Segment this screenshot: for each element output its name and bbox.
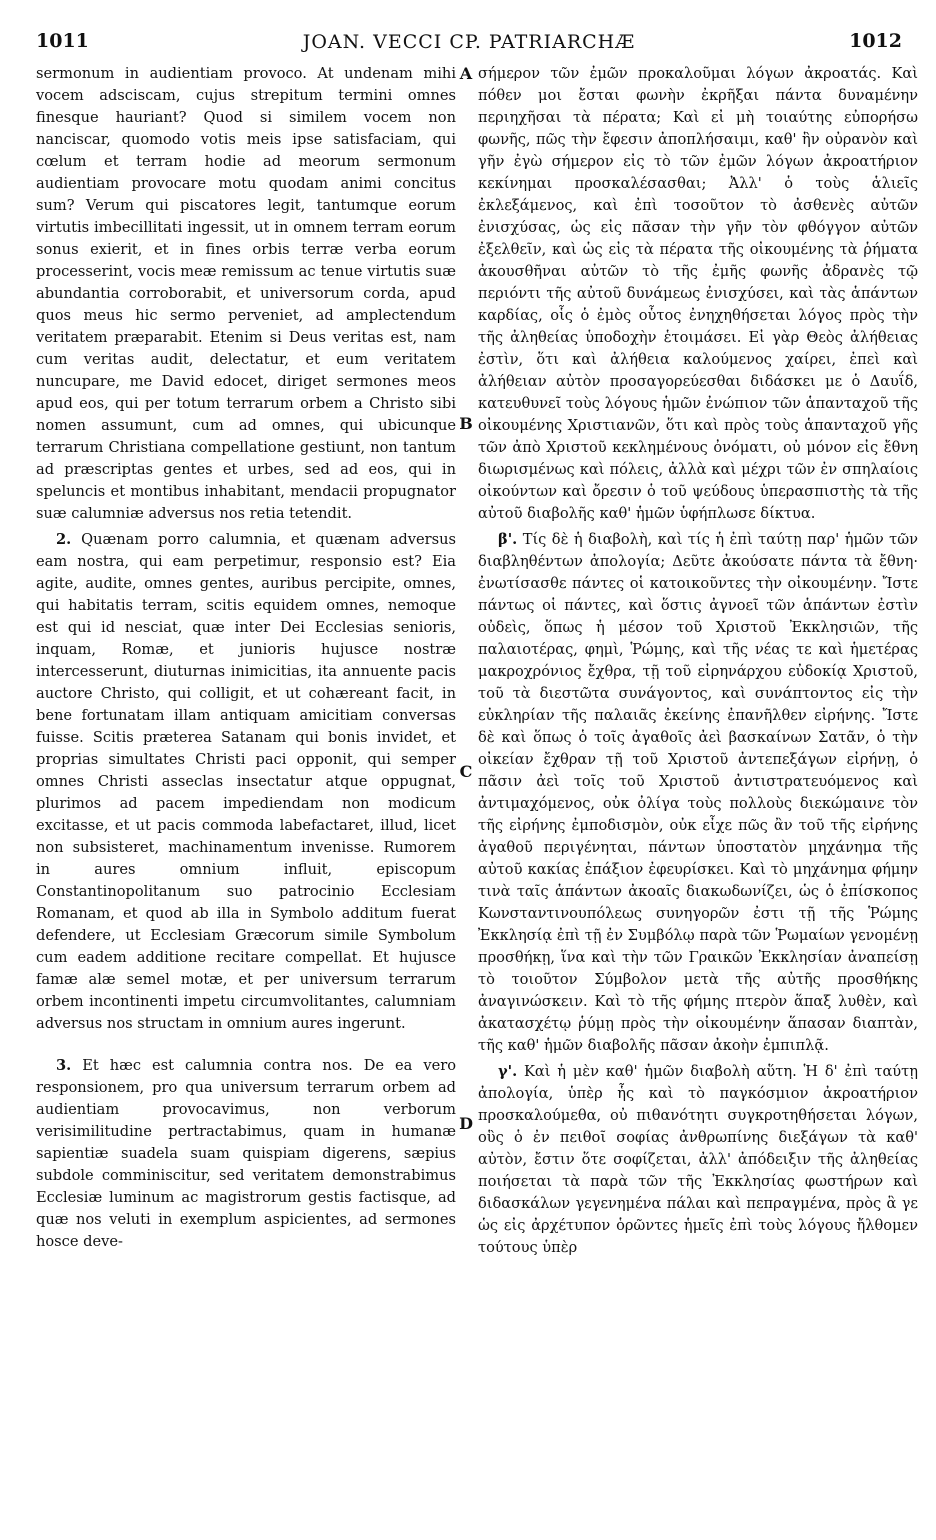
paragraph-text: Et hæc est calumnia contra nos. De ea vero responsionem, pro qua universum terrarum orbem ad audientiam provocavimus, non verborum verisimilitudine pertractabimus, quam in humanæ sapientiæ suadela suam quispiam digerens, sæpius subdole comminiscitur, sed veritatem demonstrabimus Ecclesiæ luminum ac magistrorum gestis factisque, ad quæ nos veluti in exemplum aspicientes, ad sermones hosce deve- [36, 1057, 457, 1250]
running-title: JOAN. VECCI CP. PATRIARCHÆ [302, 31, 636, 53]
greek-paragraph-1: σήμερον τῶν ἐμῶν προκαλοῦμαι λόγων ἀκροατάς. Καὶ πόθεν μοι ἔσται φωνὴν ἐκρῆξαι πάντα δυναμένην περιηχῆσαι τὰ πέρατα; Καὶ εἰ μὴ τοιαύτης εὐπορήσω φωνῆς, πῶς τὴν ἔφεσιν ἀποπλήσαιμι, καθ' ἣν οὐρανὸν καὶ γῆν ἐγὼ σήμερον εἰς τὸ τῶν ἐμῶν λόγων ἀκροατήριον κεκίνημαι προσκαλέσασθαι; Ἀλλ' ὁ τοὺς ἁλιεῖς ἐκλεξάμενος, καὶ ἐπὶ τοσοῦτον τὸ ἀσθενὲς αὐτῶν ἐνισχύσας, ὡς εἰς πᾶσαν τὴν γῆν τὸν φθόγγον αὐτῶν ἐξελθεῖν, καὶ ὡς εἰς τὰ πέρατα τῆς οἰκουμένης τὰ ῥήματα ἀκουσθῆναι αὐτῶν τὸ τῆς ἐμῆς φωνῆς ἀδρανὲς τῷ περιόντι τῆς αὐτοῦ δυνάμεως ἐνισχύσει, καὶ τὰς ἁπάντων καρδίας, οἷς ὁ ἐμὸς οὗτος ἐνηχηθήσεται λόγος πρὸς τὴν τῆς ἀληθείας ὑποδοχὴν ἑτοιμάσει. Εἰ γὰρ Θεὸς ἀλήθειας ἐστὶν, ὅτι καὶ ἀλήθεια καλούμενος χαίρει, ἐπεὶ καὶ ἀλήθειαν αὐτὸν προσαγορεύεσθαι διδάσκει με ὁ Δαυΐδ, κατευθυνεῖ τοὺς λόγους ἡμῶν ἐνώπιον τῶν ἁπανταχοῦ τῆς οἰκουμένης Χριστιανῶν, ὅτι καὶ πρὸς τοὺς ἁπανταχοῦ γῆς τῶν ἀπὸ Χριστοῦ κεκλημένους ὀνόματι, οὐ μόνον εἰς ἔθνη διωρισμένως καὶ πόλεις, ἀλλὰ καὶ μέχρι τῶν ἐν σπηλαίοις οἰκούντων καὶ ὄρεσιν ὁ τοῦ ψεύδους ὑπερασπιστὴς τὰ τῆς αὐτοῦ διαβολῆς καθ' ἡμῶν ὑφήπλωσε δίκτυα. [478, 65, 918, 522]
margin-letters [455, 0, 477, 1540]
column-number-right: 1012 [849, 30, 902, 52]
greek-paragraph-3 [478, 1061, 918, 1259]
latin-column [36, 63, 456, 1253]
paragraph-number: 2. [56, 531, 72, 548]
paragraph-spacer [36, 1035, 456, 1055]
margin-letter-b: B [459, 414, 473, 433]
paragraph-number: 3. [56, 1057, 72, 1074]
latin-paragraph-3 [36, 1055, 456, 1253]
margin-letter-c: C [459, 762, 473, 781]
paragraph-number: γ'. [498, 1063, 518, 1080]
greek-paragraph-2 [478, 529, 918, 1057]
paragraph-text: Καὶ ἡ μὲν καθ' ἡμῶν διαβολὴ αὕτη. Ἡ δ' ἐπὶ ταύτῃ ἀπολογία, ὑπὲρ ἧς καὶ τὸ παγκόσμιον ἀκροατήριον προσκαλούμεθα, οὐ πιθανότητι συγκροτηθήσεται λόγων, οὓς ὁ ἐν πειθοῖ σοφίας ἀνθρωπίνης διεξάγων τὰ καθ' αὐτὸν, ἔστιν ὅτε σοφίζεται, ἀλλ' ἀπόδειξιν τῆς ἀληθείας ποιήσεται τὰ παρὰ τῶν τῆς Ἐκκλησίας φωστήρων καὶ διδασκάλων γεγενημένα πάλαι καὶ πεπραγμένα, πρὸς ἃ γε ὡς εἰς ἀρχέτυπον ὁρῶντες ἡμεῖς ἐπὶ τοὺς λόγους ἤλθομεν τούτους ὑπὲρ [478, 1063, 918, 1256]
column-number-left: 1011 [36, 30, 89, 52]
margin-letter-d: D [459, 1114, 473, 1133]
latin-paragraph-2 [36, 529, 456, 1035]
margin-letter-a: A [459, 64, 473, 83]
paragraph-number: β'. [498, 531, 518, 548]
paragraph-text: Quænam porro calumnia, et quænam adversus eam nostra, qui eam perpetimur, responsio est? Eia agite, audite, omnes gentes, auribus percipite, omnes, qui habitatis terram, scitis equidem omnes, nemoque est qui id nesciat, quæ inter Dei Ecclesias senioris, inquam, Romæ, et junioris hujusce nostræ intercesserunt, diuturnas inimicitias, ita annuente pacis auctore Christo, qui colligit, et ut cohæreant facit, in bene fortunatam illam antiquam amicitiam conversas fuisse. Scitis præterea Satanam qui bonis invidet, et proprias simultates Christi paci opponit, qui semper omnes Christi asseclas insectatur atque oppugnat, plurimos ad pacem impediendam non modicum excitasse, et ut pacis commoda labefactaret, illud, licet non subsisteret, machinamentum invenisse. Rumorem in aures omnium influit, episcopum Constantinopolitanum suo patrocinio Ecclesiam Romanam, et quod ab illa in Symbolo additum fuerat defendere, ut Ecclesiam Græcorum simile Symbolum cum eadem additione recitare compellat. Et hujusce famæ alæ semel motæ, et per universum terrarum orbem incontinenti impetu circumvolitantes, calumniam adversus nos structam in omnium aures ingerunt. [36, 531, 456, 1032]
paragraph-text: Τίς δὲ ἡ διαβολὴ, καὶ τίς ἡ ἐπὶ ταύτῃ παρ' ἡμῶν τῶν διαβληθέντων ἀπολογία; Δεῦτε ἀκούσατε πάντα τὰ ἔθνη· ἐνωτίσασθε πάντες οἱ κατοικοῦντες τὴν οἰκουμένην. Ἴστε πάντως οἱ πάντες, καὶ ὅστις ἀγνοεῖ τῶν ἁπάντων ἐστὶν οὐδεὶς, ὅπως ἡ μέσον τοῦ Χριστοῦ Ἐκκλησιῶν, τῆς παλαιοτέρας, φημὶ, Ῥώμης, καὶ τῆς νέας τε καὶ ἡμετέρας μακροχρόνιος ἔχθρα, τῇ τοῦ εἰρηνάρχου εὐδοκίᾳ Χριστοῦ, τοῦ τὰ διεστῶτα συνάγοντος, καὶ συνάπτοντος εἰς τὴν εὐκληρίαν τῆς παλαιᾶς ἐκείνης ἐπανῆλθεν εἰρήνης. Ἴστε δὲ καὶ ὅπως ὁ τοῖς ἀγαθοῖς ἀεὶ βασκαίνων Σατᾶν, ὁ τὴν οἰκείαν ἔχθραν τῇ τοῦ Χριστοῦ ἀντεπεξάγων εἰρήνῃ, ὁ πᾶσιν ἀεὶ τοῖς τοῦ Χριστοῦ ἀντιστρατευόμενος καὶ ἀντιμαχόμενος, οὐκ ὀλίγα τοὺς πολλοὺς διεκώμαινε τὸν τῆς εἰρήνης ἐμποδισμὸν, οὐκ εἶχε πῶς ἂν τοῦ τῆς εἰρήνης ἀγαθοῦ περιγένηται, πάντων ὑποστατὸν μηχάνημα τῆς αὐτοῦ κακίας ἐπάξιον ἐφευρίσκει. Καὶ τὸ μηχάνημα φήμην τινὰ ταῖς ἁπάντων ἀκοαῖς διακωδωνίζει, ὡς ὁ ἐπίσκοπος Κωνσταντινουπόλεως συνηγορῶν ἐστι τῇ τῆς Ῥώμης Ἐκκλησίᾳ ἐπὶ τῇ ἐν Συμβόλῳ παρὰ τῶν Ῥωμαίων γενομένῃ προσθήκῃ, ἵνα καὶ τὴν τῶν Γραικῶν Ἐκκλησίαν ἀναπείσῃ τὸ τοιοῦτον Σύμβολον μετὰ τῆς αὐτῆς προσθήκης ἀναγινώσκειν. Καὶ τὸ τῆς φήμης πτερὸν ἅπαξ λυθὲν, καὶ ἀκατασχέτῳ ῥύμῃ πρὸς τὴν οἰκουμένην ἅπασαν διαπτὰν, τῆς καθ' ἡμῶν διαβολῆς πᾶσαν ἀκοὴν ἐμπιπλᾷ. [478, 531, 919, 1054]
latin-paragraph-1: sermonum in audientiam provoco. At undenam mihi vocem adsciscam, cujus strepitum termini omnes finesque hauriant? Quod si similem vocem non nanciscar, quomodo votis meis ipse satisfaciam, qui cœlum et terram hodie ad meorum sermonum audientiam provocare motu quodam animi concitus sum? Verum qui piscatores legit, tantumque eorum virtutis imbecillitati ingessit, ut in omnem terram eorum sonus exierit, et in fines orbis terræ verba eorum processerint, vocis meæ remissum ac tenue virtutis suæ abundantia corroborabit, et universorum corda, apud quos meus hic sermo perveniet, ad amplectendum veritatem præparabit. Etenim si Deus veritas est, nam cum veritas audit, delectatur, et eum veritatem nuncupare, me David edocet, diriget sermones meos apud eos, qui per totum terrarum orbem a Christo sibi nomen assumunt, cum ad omnes, qui ubicunque terrarum Christiana compellatione gestiunt, non tantum ad præscriptas gentes et urbes, sed ad eos, qui in speluncis et montibus inhabitant, mendacii propugnator suæ calumniæ adversus nos retia tetendit. [36, 65, 456, 522]
greek-column [478, 63, 918, 1259]
